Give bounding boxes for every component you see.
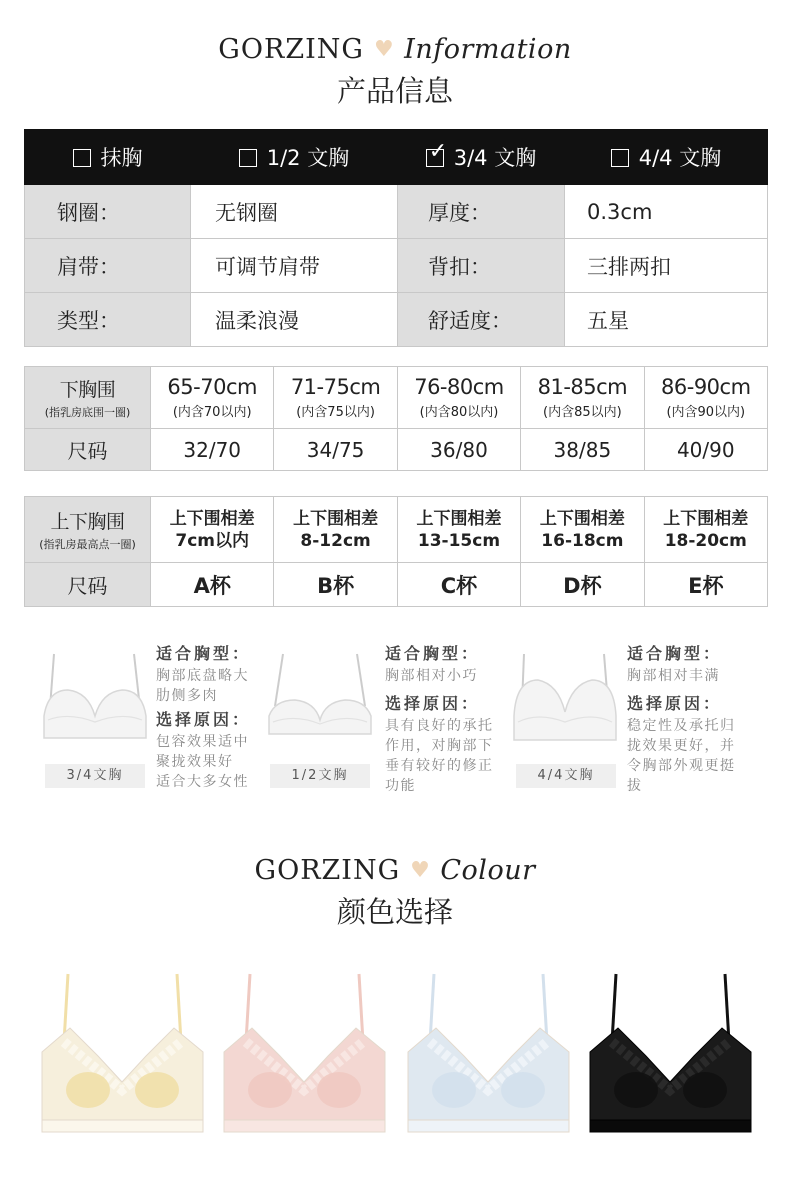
cup-size-table xyxy=(24,496,768,607)
style-option xyxy=(25,130,191,185)
size-row xyxy=(25,429,768,471)
reason-line: 拔 xyxy=(627,778,643,794)
fit-line: 胸部相对小巧 xyxy=(385,668,478,684)
size-label: 尺码 xyxy=(25,563,151,607)
product-info-table xyxy=(24,129,768,347)
bra-type-tag: 3/4文胸 xyxy=(45,764,145,788)
info-value: 三排两扣 xyxy=(565,239,768,293)
reason-line: 适合大多女性 xyxy=(156,774,249,790)
style-label: 抹胸 xyxy=(100,146,143,170)
difference-title: 上下围相差 xyxy=(169,508,255,529)
style-label: 3/4 文胸 xyxy=(453,146,537,170)
bra-1-2-illustration xyxy=(265,650,375,742)
reason-title: 选择原因： xyxy=(385,694,481,713)
reason-line: 聚拢效果好 xyxy=(156,754,234,770)
style-label: 4/4 文胸 xyxy=(638,146,722,170)
brand-name: GORZING xyxy=(218,34,364,65)
difference-cell xyxy=(644,497,767,563)
range-cell xyxy=(397,367,520,429)
bra-type-tag: 1/2文胸 xyxy=(270,764,370,788)
difference-title: 上下围相差 xyxy=(663,508,749,529)
fit-line: 胸部相对丰满 xyxy=(627,668,720,684)
colour-heading xyxy=(0,855,790,931)
range-value: 71-75cm xyxy=(290,375,381,399)
cup-row xyxy=(25,563,768,607)
reason-line: 垂有较好的修正 xyxy=(385,758,494,774)
info-value: 五星 xyxy=(565,293,768,347)
range-note: (内含80以内) xyxy=(419,405,499,420)
section-word: Colour xyxy=(440,855,536,886)
range-cell xyxy=(274,367,397,429)
range-value: 65-70cm xyxy=(167,375,257,399)
heart-icon: ♥ xyxy=(373,37,395,62)
size-value: 34/75 xyxy=(274,429,397,471)
difference-value: 7cm以内 xyxy=(175,530,249,551)
difference-value: 8-12cm xyxy=(300,530,371,551)
style-label: 1/2 文胸 xyxy=(266,146,350,170)
cup-value: B杯 xyxy=(274,563,397,607)
cup-value: A杯 xyxy=(151,563,274,607)
range-value: 86-90cm xyxy=(661,375,751,399)
bralette-pink[interactable] xyxy=(222,972,387,1134)
bust-label: 上下胸围 xyxy=(50,511,125,533)
info-value: 无钢圈 xyxy=(191,185,398,239)
underbust-label: 下胸围 xyxy=(59,379,116,401)
bra-4-4-illustration xyxy=(510,650,620,742)
brand-name: GORZING xyxy=(254,855,401,886)
style-option xyxy=(191,130,398,185)
style-option xyxy=(565,130,768,185)
fit-title: 适合胸型： xyxy=(156,644,252,663)
size-value: 38/85 xyxy=(521,429,644,471)
reason-title: 选择原因： xyxy=(156,710,252,729)
underbust-label-cell xyxy=(25,367,151,429)
bra-type-description xyxy=(627,642,757,796)
difference-title: 上下围相差 xyxy=(293,508,379,529)
difference-value: 13-15cm xyxy=(417,530,501,551)
fit-line: 胸部底盘略大 xyxy=(156,668,249,684)
difference-cell xyxy=(151,497,274,563)
info-label: 类型： xyxy=(25,293,191,347)
difference-cell xyxy=(521,497,644,563)
info-label: 舒适度： xyxy=(398,293,565,347)
difference-value: 18-20cm xyxy=(664,530,747,551)
section-word: Information xyxy=(404,34,572,65)
info-row xyxy=(25,185,768,239)
fit-title: 适合胸型： xyxy=(627,644,723,663)
range-cell xyxy=(644,367,767,429)
underbust-size-table xyxy=(24,366,768,471)
checkbox-icon xyxy=(239,149,257,167)
difference-cell xyxy=(274,497,397,563)
bust-note: (指乳房最高点一圈) xyxy=(39,538,136,551)
underbust-note: (指乳房底围一圈) xyxy=(44,406,131,419)
size-value: 36/80 xyxy=(397,429,520,471)
range-note: (内含90以内) xyxy=(666,405,746,420)
reason-title: 选择原因： xyxy=(627,694,723,713)
info-row xyxy=(25,239,768,293)
info-value: 0.3cm xyxy=(565,185,768,239)
bust-label-cell xyxy=(25,497,151,563)
size-value: 32/70 xyxy=(151,429,274,471)
info-label: 肩带： xyxy=(25,239,191,293)
bra-3-4-illustration xyxy=(40,650,150,742)
info-value: 可调节肩带 xyxy=(191,239,398,293)
bralette-light-blue[interactable] xyxy=(406,972,571,1134)
bra-type-description xyxy=(156,642,268,792)
bra-type-description xyxy=(385,642,510,796)
fit-line: 肋侧多肉 xyxy=(156,688,218,704)
heart-icon: ♥ xyxy=(410,858,431,883)
style-option-selected xyxy=(398,130,565,185)
range-value: 76-80cm xyxy=(414,375,504,399)
reason-line: 包容效果适中 xyxy=(156,734,249,750)
info-label: 钢圈： xyxy=(25,185,191,239)
info-value: 温柔浪漫 xyxy=(191,293,398,347)
size-value: 40/90 xyxy=(644,429,767,471)
reason-line: 令胸部外观更挺 xyxy=(627,758,736,774)
fit-title: 适合胸型： xyxy=(385,644,481,663)
reason-line: 作用，对胸部下 xyxy=(385,738,494,754)
reason-line: 具有良好的承托 xyxy=(385,718,494,734)
bralette-cream[interactable] xyxy=(40,972,205,1134)
section-title: 颜色选择 xyxy=(336,895,453,929)
bra-type-tag: 4/4文胸 xyxy=(516,764,616,788)
info-label: 背扣： xyxy=(398,239,565,293)
reason-line: 拢效果更好，并 xyxy=(627,738,736,754)
checkbox-icon xyxy=(73,149,91,167)
checkbox-icon xyxy=(611,149,629,167)
info-row xyxy=(25,293,768,347)
range-note: (内含85以内) xyxy=(543,405,622,420)
cup-value: D杯 xyxy=(521,563,644,607)
cup-value: E杯 xyxy=(644,563,767,607)
underbust-row xyxy=(25,367,768,429)
bralette-black[interactable] xyxy=(588,972,753,1134)
difference-cell xyxy=(397,497,520,563)
difference-title: 上下围相差 xyxy=(416,508,502,529)
size-label: 尺码 xyxy=(25,429,151,471)
difference-row xyxy=(25,497,768,563)
cup-value: C杯 xyxy=(397,563,520,607)
range-note: (内含70以内) xyxy=(172,405,252,420)
reason-line: 功能 xyxy=(385,778,416,794)
information-heading xyxy=(0,34,790,110)
bra-style-row xyxy=(25,130,768,185)
range-value: 81-85cm xyxy=(537,375,628,399)
range-cell xyxy=(151,367,274,429)
range-cell xyxy=(521,367,644,429)
difference-title: 上下围相差 xyxy=(539,508,625,529)
section-title: 产品信息 xyxy=(336,74,453,108)
info-label: 厚度： xyxy=(398,185,565,239)
difference-value: 16-18cm xyxy=(541,530,624,551)
checked-checkbox-icon: ✓ xyxy=(426,149,444,167)
range-note: (内含75以内) xyxy=(296,405,375,420)
reason-line: 稳定性及承托归 xyxy=(627,718,736,734)
